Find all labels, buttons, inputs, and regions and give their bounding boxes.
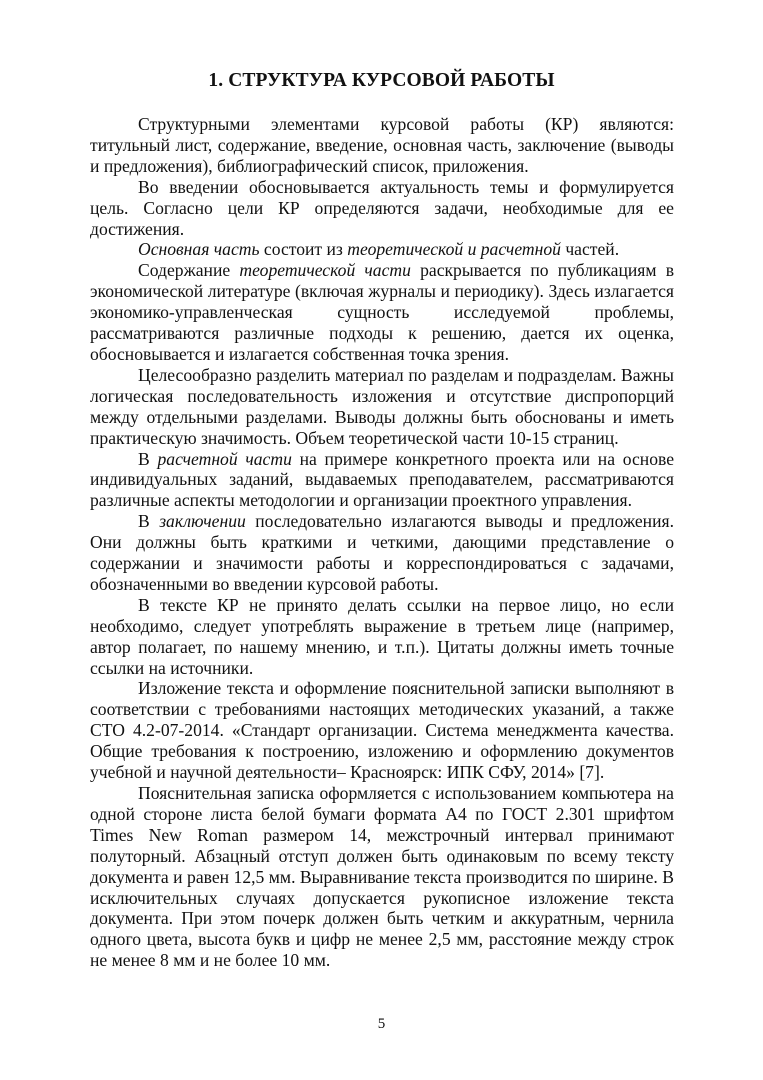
paragraph-text: Содержание — [138, 260, 240, 281]
emphasis-text: теоретической части — [239, 260, 411, 281]
document-body — [90, 114, 674, 971]
paragraph-sections: Целесообразно разделить материал по разделам и подразделам. Важны логическая последовательность изложения и отсутствие диспропорций между отдельными разделами. Выводы должны быть обоснованы и иметь практическую значимость. Объем теоретической части 10-15 страниц. — [90, 364, 674, 448]
paragraph-text: состоит из — [259, 239, 348, 260]
emphasis-text: теоретической и расчетной — [347, 239, 561, 260]
paragraph-formatting: Пояснительная записка оформляется с использованием компьютера на одной стороне листа белой бумаги формата А4 по ГОСТ 2.301 шрифтом Times New Roman размером 14, межстрочный интервал принимают полуторный. Абзацный отступ должен быть одинаковым по всему тексту документа и равен 12,5 мм. Выравнивание текста производится по ширине. В исключительных случаях допускается рукописное изложение текста документа. При этом почерк должен быть четким и аккуратным, чернила одного цвета, высота букв и цифр не менее 2,5 мм, расстояние между строк не менее 8 мм и не более 10 мм. — [90, 783, 674, 971]
paragraph-text: В — [138, 511, 160, 532]
page-number: 5 — [377, 1016, 386, 1032]
emphasis-text: расчетной части — [157, 448, 292, 469]
emphasis-text: Основная часть — [138, 239, 260, 260]
emphasis-text: заключении — [159, 511, 246, 532]
paragraph-standards: Изложение текста и оформление пояснительной записки выполняют в соответствии с требованиями настоящих методических указаний, а также СТО 4.2-07-2014. «Стандарт организации. Система менеджмента качества. Общие требования к построению, изложению и оформлению документов учебной и научной деятельности– Красноярск: ИПК СФУ, 2014» [7]. — [90, 678, 674, 783]
paragraph-conclusion — [90, 511, 674, 595]
paragraph-text: на примере конкретного проекта или на основе индивидуальных заданий, выдаваемых преподавателем, рассматриваются различные аспекты методологии и организации проектного управления. — [90, 448, 674, 511]
paragraph-text: В — [138, 448, 158, 469]
paragraph-text: последовательно излагаются выводы и предложения. Они должны быть краткими и четкими, дающими представление о содержании и значимости работы и корреспондироваться с задачами, обозначенными во введении курсовой работы. — [90, 511, 674, 594]
page-title: 1. СТРУКТУРА КУРСОВОЙ РАБОТЫ — [208, 70, 555, 91]
paragraph-main-part — [90, 239, 674, 260]
paragraph-references: В тексте КР не принято делать ссылки на первое лицо, но если необходимо, следует употреблять выражение в третьем лице (например, автор полагает, по нашему мнению, и т.п.). Цитаты должны иметь точные ссылки на источники. — [90, 594, 674, 678]
paragraph-introduction: Во введении обосновывается актуальность темы и формулируется цель. Согласно цели КР определяются задачи, необходимые для ее достижения. — [90, 176, 674, 239]
paragraph-text: раскрывается по публикациям в экономической литературе (включая журналы и периодику). Здесь излагается экономико-управленческая сущность исследуемой проблемы, рассматриваются различные подходы к решению, дается их оценка, обосновывается и излагается собственная точка зрения. — [90, 260, 675, 364]
paragraph-text: частей. — [560, 239, 620, 260]
paragraph-structure: Структурными элементами курсовой работы (КР) являются: титульный лист, содержание, введение, основная часть, заключение (выводы и предложения), библиографический список, приложения. — [90, 114, 674, 176]
paragraph-calculation-part — [90, 449, 674, 512]
paragraph-theoretical-part — [90, 260, 674, 365]
